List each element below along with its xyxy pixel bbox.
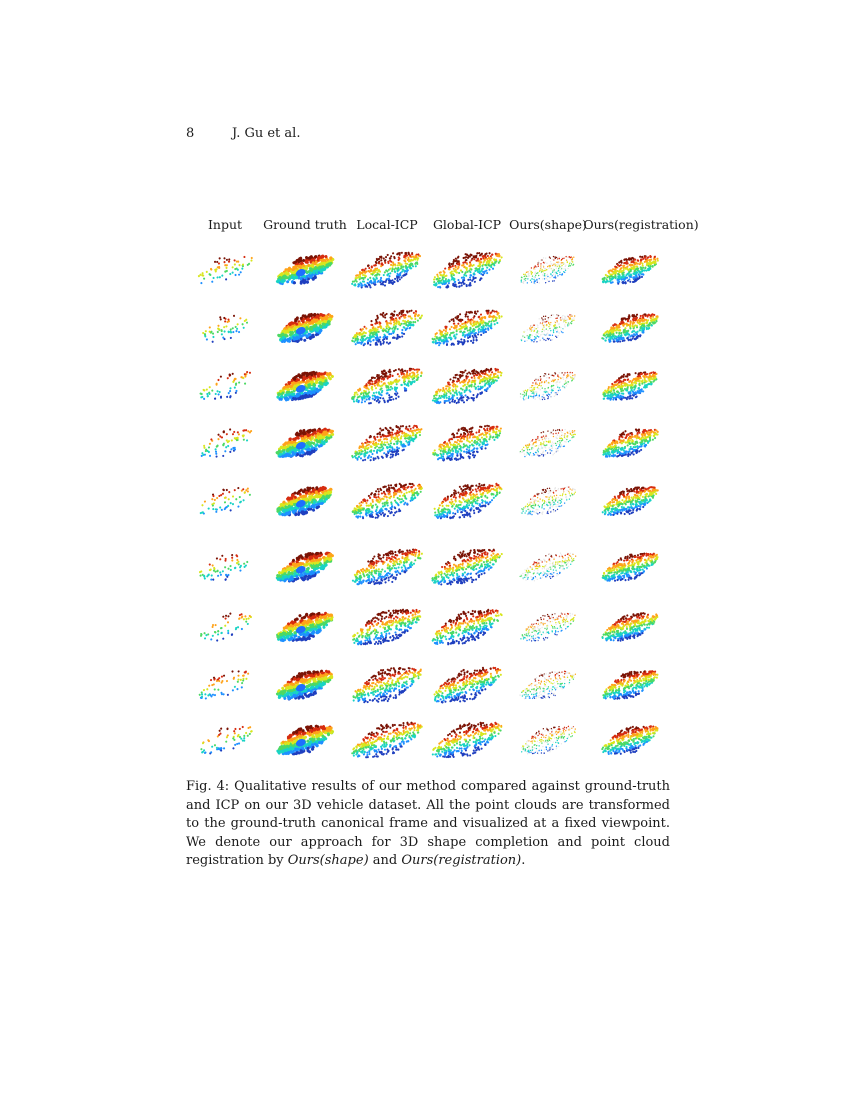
point-cloud-truth [264,601,346,653]
point-cloud-reg [589,541,671,593]
point-cloud-localicp [346,360,428,412]
point-cloud-globalicp [426,302,508,354]
point-cloud-truth [264,659,346,711]
point-cloud-localicp [346,417,428,469]
point-cloud-shape [507,360,589,412]
column-header-ground-truth: Ground truth [263,217,347,232]
point-cloud-input [184,541,266,593]
point-cloud-input [184,475,266,527]
caption-label: Fig. 4: [186,779,230,794]
point-cloud-localicp [346,302,428,354]
point-cloud-reg [589,601,671,653]
point-cloud-shape [507,302,589,354]
point-cloud-input [184,714,266,766]
point-cloud-truth [264,244,346,296]
point-cloud-shape [507,541,589,593]
point-cloud-reg [589,302,671,354]
point-cloud-input [184,417,266,469]
point-cloud-truth [264,475,346,527]
point-cloud-globalicp [426,475,508,527]
point-cloud-truth [264,541,346,593]
caption-text: Qualitative results of our method compared against ground-truth and ICP on our 3D vehicle dataset. All the point clouds are transformed to the ground-truth canonical frame and visualized at a fixed viewpoint. We denote our approach for 3D shape completion and point cloud registration by [186,779,670,868]
point-cloud-localicp [346,244,428,296]
point-cloud-shape [507,475,589,527]
point-cloud-input [184,360,266,412]
point-cloud-input [184,244,266,296]
point-cloud-globalicp [426,244,508,296]
column-header-ours-shape: Ours(shape) [509,217,587,232]
point-cloud-reg [589,659,671,711]
point-cloud-shape [507,659,589,711]
point-cloud-globalicp [426,714,508,766]
point-cloud-truth [264,417,346,469]
point-cloud-localicp [346,714,428,766]
page-number: 8 [186,126,195,141]
caption-and: and [368,853,402,868]
column-header-input: Input [207,217,243,232]
point-cloud-localicp [346,475,428,527]
point-cloud-localicp [346,659,428,711]
figure-column-headers [0,217,850,237]
point-cloud-truth [264,360,346,412]
point-cloud-shape [507,244,589,296]
caption-ours-shape: Ours(shape) [287,853,369,868]
figure-caption [186,778,670,871]
point-cloud-localicp [346,601,428,653]
point-cloud-globalicp [426,601,508,653]
point-cloud-shape [507,601,589,653]
caption-end: . [521,853,526,868]
running-author: J. Gu et al. [232,126,301,141]
point-cloud-globalicp [426,659,508,711]
column-header-global-icp: Global-ICP [432,217,502,232]
point-cloud-reg [589,417,671,469]
point-cloud-globalicp [426,417,508,469]
point-cloud-input [184,601,266,653]
point-cloud-reg [589,475,671,527]
point-cloud-globalicp [426,541,508,593]
column-header-ours-registration: Ours(registration) [583,217,699,232]
point-cloud-truth [264,302,346,354]
point-cloud-reg [589,714,671,766]
caption-ours-registration: Ours(registration) [401,853,522,868]
point-cloud-reg [589,360,671,412]
point-cloud-localicp [346,541,428,593]
point-cloud-input [184,302,266,354]
point-cloud-shape [507,714,589,766]
point-cloud-truth [264,714,346,766]
point-cloud-input [184,659,266,711]
point-cloud-reg [589,244,671,296]
point-cloud-globalicp [426,360,508,412]
column-header-local-icp: Local-ICP [356,217,418,232]
figure-point-cloud-grid [0,245,850,765]
point-cloud-shape [507,417,589,469]
